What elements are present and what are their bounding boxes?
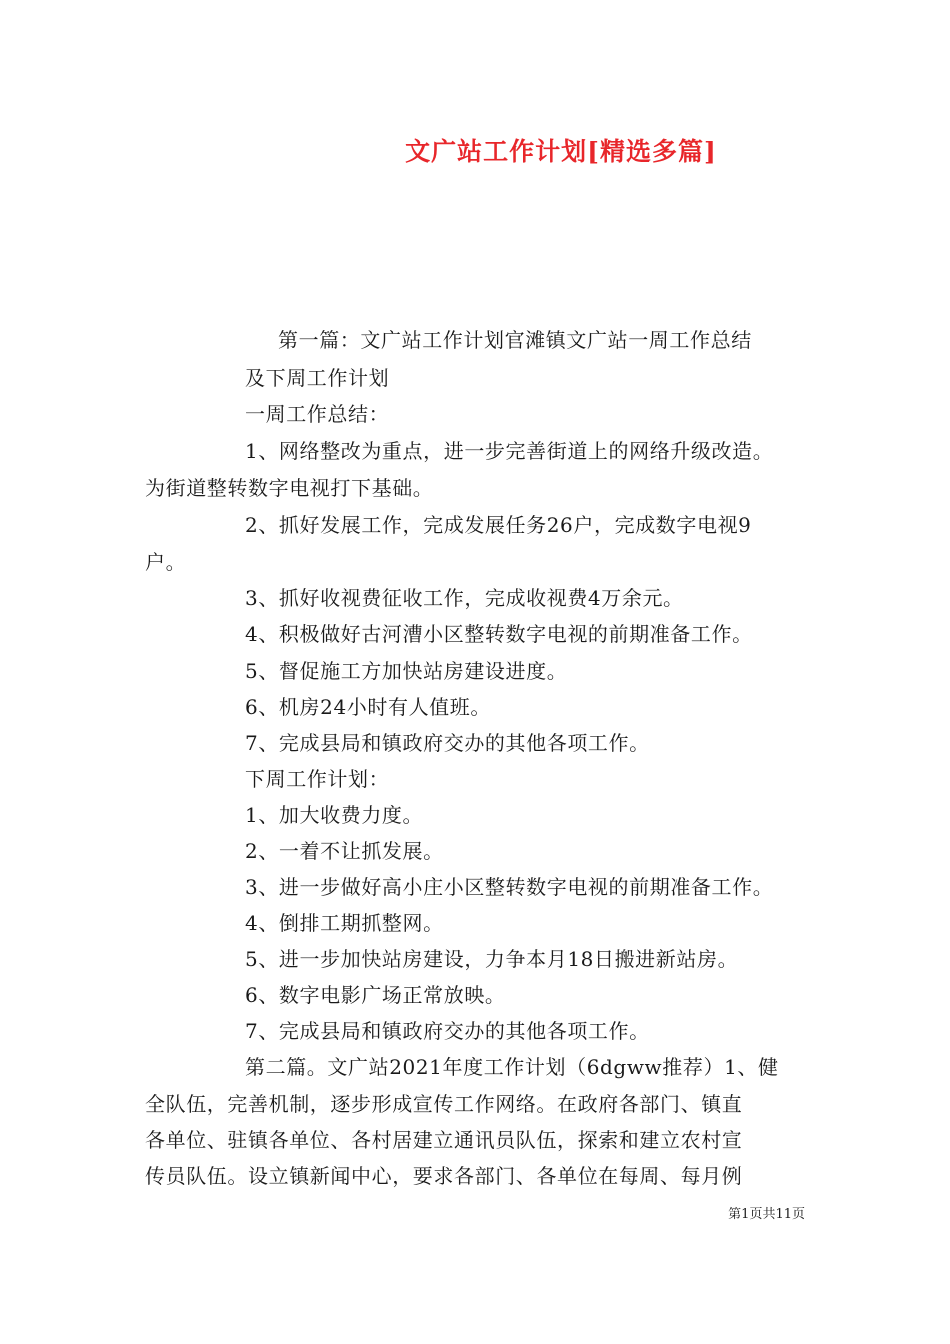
paragraph-line: 5、督促施工方加快站房建设进度。 xyxy=(245,659,568,683)
document-title: 文广站工作计划[精选多篇] xyxy=(405,137,717,166)
paragraph-line: 7、完成县局和镇政府交办的其他各项工作。 xyxy=(245,1019,650,1043)
paragraph-line: 为街道整转数字电视打下基础。 xyxy=(145,476,434,500)
paragraph-line: 2、一着不让抓发展。 xyxy=(245,839,444,863)
paragraph-line: 6、机房24小时有人值班。 xyxy=(245,695,491,719)
page-number: 第1页共11页 xyxy=(728,1207,805,1222)
paragraph-line: 4、积极做好古河漕小区整转数字电视的前期准备工作。 xyxy=(245,622,753,646)
paragraph-line: 第二篇。文广站2021年度工作计划（6dgww推荐）1、健 xyxy=(245,1055,779,1079)
paragraph-line: 一周工作总结： xyxy=(245,402,390,426)
paragraph-line: 6、数字电影广场正常放映。 xyxy=(245,983,506,1007)
paragraph-line: 全队伍，完善机制，逐步形成宣传工作网络。在政府各部门、镇直 xyxy=(145,1092,743,1116)
paragraph-line: 下周工作计划： xyxy=(245,767,390,791)
paragraph-line: 5、进一步加快站房建设，力争本月18日搬进新站房。 xyxy=(245,947,739,971)
paragraph-line: 7、完成县局和镇政府交办的其他各项工作。 xyxy=(245,731,650,755)
paragraph-line: 2、抓好发展工作，完成发展任务26户，完成数字电视9 xyxy=(245,513,752,537)
paragraph-line: 3、抓好收视费征收工作，完成收视费4万余元。 xyxy=(245,586,684,610)
paragraph-line: 4、倒排工期抓整网。 xyxy=(245,911,444,935)
paragraph-line: 及下周工作计划 xyxy=(245,366,390,390)
paragraph-line: 3、进一步做好高小庄小区整转数字电视的前期准备工作。 xyxy=(245,875,774,899)
paragraph-line: 传员队伍。设立镇新闻中心，要求各部门、各单位在每周、每月例 xyxy=(145,1164,743,1188)
paragraph-line: 户。 xyxy=(145,550,187,574)
paragraph-line: 各单位、驻镇各单位、各村居建立通讯员队伍，探索和建立农村宣 xyxy=(145,1128,743,1152)
paragraph-line: 第一篇：文广站工作计划官滩镇文广站一周工作总结 xyxy=(278,328,752,352)
paragraph-line: 1、加大收费力度。 xyxy=(245,803,424,827)
paragraph-line: 1、网络整改为重点，进一步完善街道上的网络升级改造。 xyxy=(245,439,774,463)
